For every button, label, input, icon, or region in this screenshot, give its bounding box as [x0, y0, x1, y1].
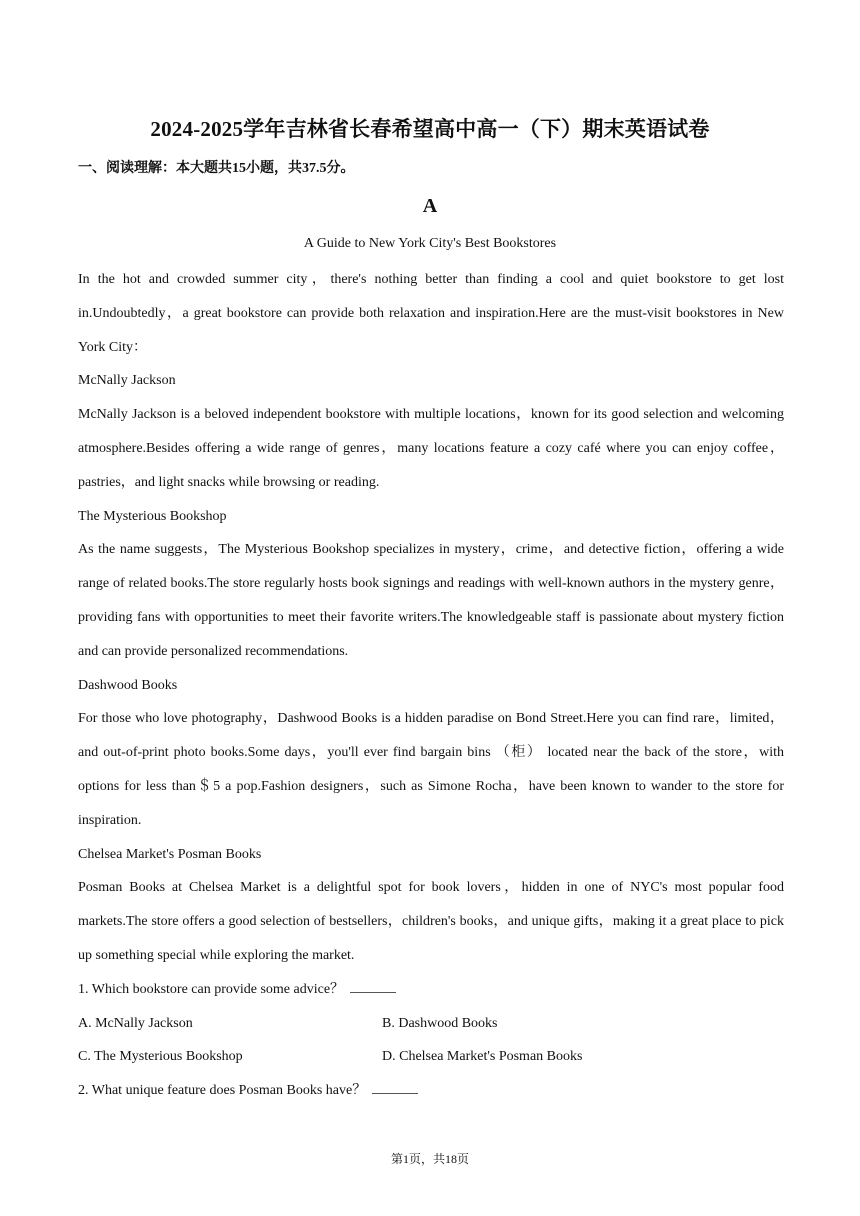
option-a[interactable]: A. McNally Jackson [78, 1015, 193, 1031]
question-1-options-row-1 [78, 1007, 784, 1041]
question-2-stem: 2. What unique feature does Posman Books have？ [78, 1083, 367, 1099]
passage-body [78, 263, 784, 1108]
option-c[interactable]: C. The Mysterious Bookshop [78, 1049, 243, 1065]
section-heading: 一、阅读理解：本大题共15小题，共37.5分。 [78, 161, 355, 176]
question-2 [78, 1074, 784, 1108]
answer-blank[interactable] [372, 1083, 418, 1094]
page-footer: 第1页，共18页 [390, 1152, 469, 1166]
exam-title: 2024-2025学年吉林省长春希望高中高一（下）期末英语试卷 [150, 117, 710, 141]
question-1-options-row-2 [78, 1040, 784, 1074]
passage-title: A Guide to New York City's Best Bookstores [303, 236, 557, 251]
store-name-posman-books: Chelsea Market's Posman Books [78, 846, 262, 862]
store-description-mcnally-jackson: McNally Jackson is a beloved independent bookstore with multiple locations，known for its good selection and welcoming atmosphere.Besides offering a wide range of genres，many locations feature a cozy café where you can enjoy coffee，pastries，and light snacks while browsing or reading. [78, 407, 784, 490]
option-b[interactable]: B. Dashwood Books [382, 1015, 498, 1031]
part-letter: A [422, 195, 438, 217]
store-name-mysterious-bookshop: The Mysterious Bookshop [78, 508, 227, 524]
answer-blank[interactable] [350, 982, 396, 993]
intro-paragraph: In the hot and crowded summer city，there's nothing better than finding a cool and quiet bookstore to get lost in.Undoubtedly，a great bookstore can provide both relaxation and inspiration.Here are the must-visit bookstores in New York City： [78, 272, 784, 355]
option-d[interactable]: D. Chelsea Market's Posman Books [382, 1049, 583, 1065]
store-name-dashwood-books: Dashwood Books [78, 677, 178, 693]
store-description-posman-books: Posman Books at Chelsea Market is a delightful spot for book lovers，hidden in one of NYC's most popular food markets.The store offers a good selection of bestsellers，children's books，and unique gifts，making it a great place to pick up something special while exploring the market. [78, 880, 784, 963]
question-1 [78, 973, 784, 1007]
question-1-stem: 1. Which bookstore can provide some advice？ [78, 981, 345, 997]
store-description-dashwood-books: For those who love photography，Dashwood Books is a hidden paradise on Bond Street.Here you can find rare，limited，and out-of-print photo books.Some days，you'll ever find bargain bins （柜） located near the back of the store，with options for less than＄5 a pop.Fashion designers，such as Simone Rocha，have been known to wander to the store for inspiration. [78, 711, 784, 828]
store-description-mysterious-bookshop: As the name suggests，The Mysterious Bookshop specializes in mystery，crime，and detective fiction，offering a wide range of related books.The store regularly hosts book signings and readings with well-known authors in the mystery genre，providing fans with opportunities to meet their favorite writers.The knowledgeable staff is passionate about mystery fiction and can provide personalized recommendations. [78, 542, 784, 659]
store-name-mcnally-jackson: McNally Jackson [78, 373, 176, 389]
